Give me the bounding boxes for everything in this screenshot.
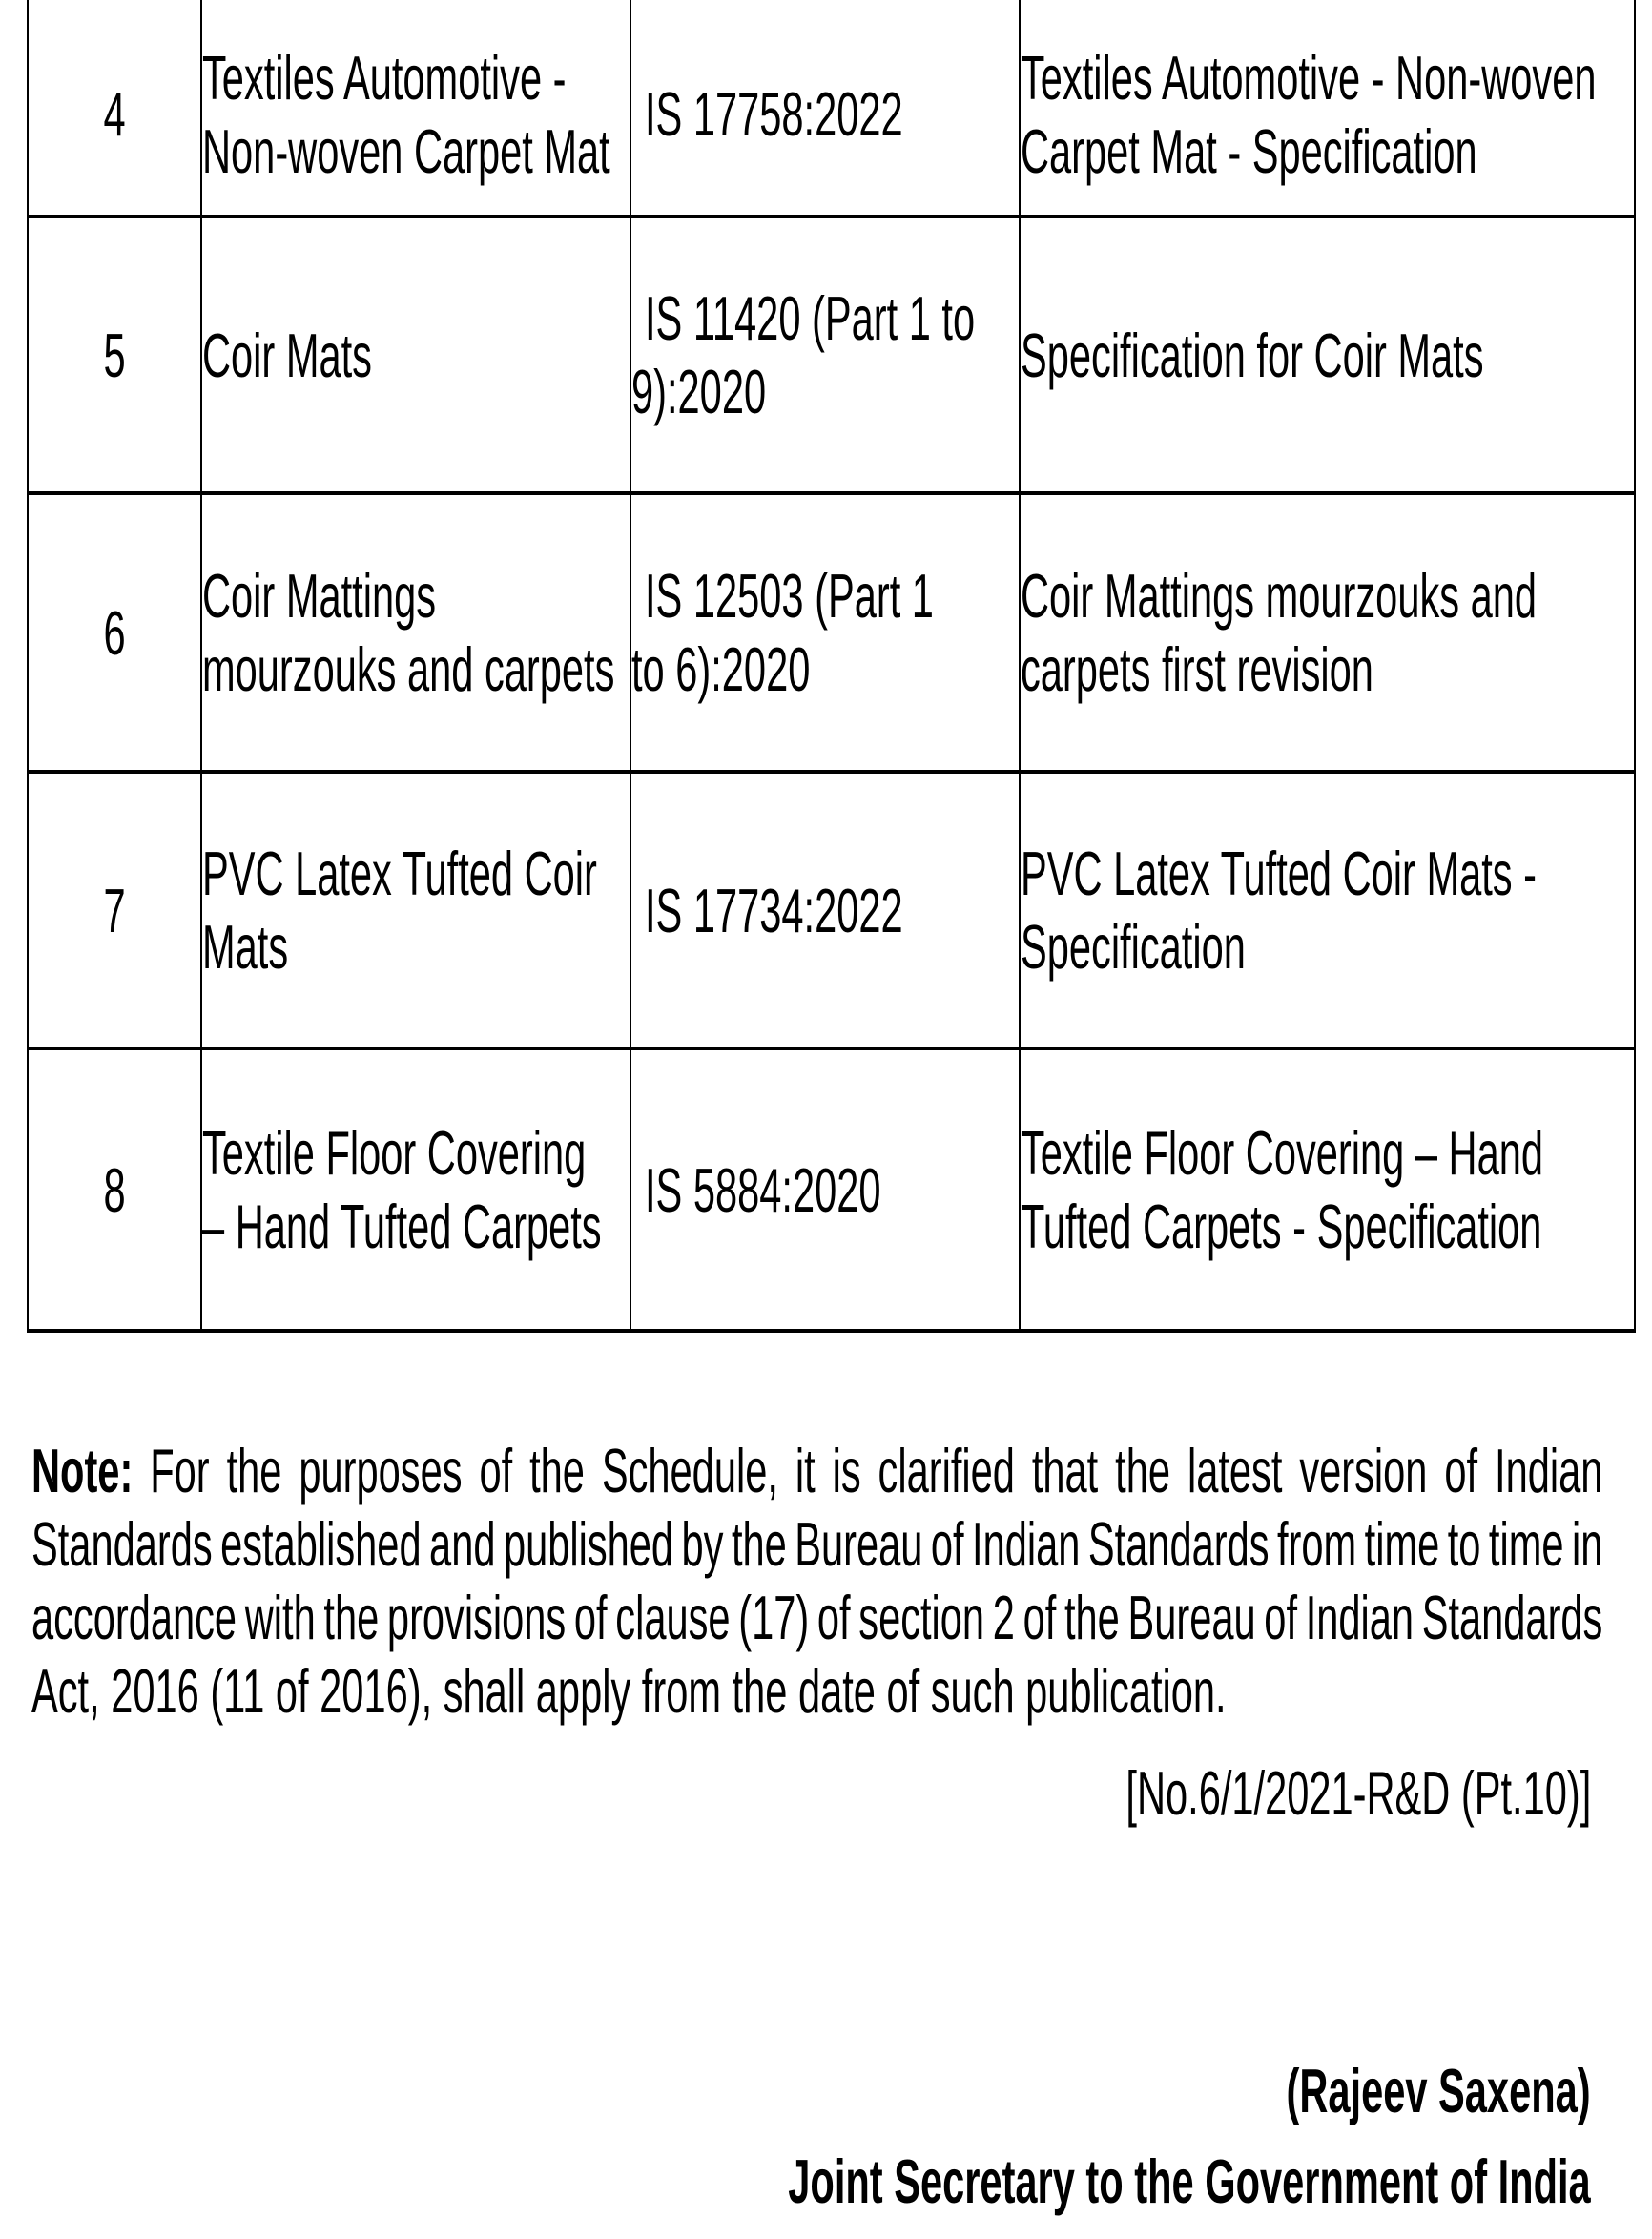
cell-line: Coir Mats — [202, 320, 372, 390]
serial-cell — [28, 493, 201, 772]
cell-line: Specification — [1021, 912, 1246, 982]
cell-line: Specification for Coir Mats — [1021, 320, 1484, 390]
cell-line: Textile Floor Covering – Hand — [1021, 1118, 1543, 1188]
cell-line: PVC Latex Tufted Coir — [202, 839, 597, 908]
note-text: accordance with the provisions of clause (17) of section 2 of the Bureau of Indian Standards — [31, 1583, 1603, 1652]
product-cell — [201, 1048, 630, 1331]
cell-line: 9):2020 — [631, 357, 767, 426]
serial-number: 5 — [103, 320, 126, 390]
cell-line: Textiles Automotive - Non-woven — [1021, 42, 1597, 113]
reference-number: [No.6/1/2021-R&D (Pt.10)] — [1125, 1758, 1591, 1828]
cell-line: IS 11420 (Part 1 to — [645, 283, 976, 353]
cell-line: – Hand Tufted Carpets — [202, 1192, 602, 1261]
cell-line: Carpet Mat - Specification — [1021, 115, 1477, 186]
serial-cell — [28, 217, 201, 493]
table-row — [28, 217, 1635, 493]
cell-line: carpets first revision — [1021, 634, 1373, 704]
cell-line: Textiles Automotive - — [202, 42, 567, 113]
title-cell — [1020, 772, 1635, 1048]
product-cell — [201, 217, 630, 493]
product-cell — [201, 0, 630, 217]
cell-line: Mats — [202, 912, 289, 982]
cell-line: IS 17758:2022 — [645, 79, 903, 149]
cell-line: Textile Floor Covering — [202, 1118, 587, 1188]
is-number-cell — [630, 217, 1020, 493]
serial-number: 8 — [103, 1154, 126, 1225]
serial-cell — [28, 1048, 201, 1331]
note-text: For the purposes of the Schedule, it is clarified that the latest version of Indian — [150, 1436, 1603, 1505]
note-line — [31, 1654, 1602, 1728]
note-text: Standards established and published by the Bureau of Indian Standards from time to time in — [31, 1509, 1603, 1579]
note-label: Note: — [31, 1436, 134, 1505]
note-paragraph — [31, 1434, 1602, 1728]
cell-line: Coir Mattings — [202, 561, 437, 631]
title-cell — [1020, 493, 1635, 772]
is-number-cell — [630, 772, 1020, 1048]
serial-cell — [28, 772, 201, 1048]
cell-line: IS 5884:2020 — [645, 1154, 881, 1225]
is-number-cell — [630, 0, 1020, 217]
cell-line: PVC Latex Tufted Coir Mats - — [1021, 839, 1538, 908]
signatory-designation: Joint Secretary to the Government of India — [788, 2146, 1591, 2216]
title-cell — [1020, 217, 1635, 493]
table-row — [28, 772, 1635, 1048]
note-line — [31, 1507, 1602, 1581]
title-cell — [1020, 1048, 1635, 1331]
cell-line: IS 12503 (Part 1 — [645, 561, 934, 631]
serial-number: 4 — [103, 79, 126, 149]
serial-number: 7 — [103, 875, 126, 945]
is-number-cell — [630, 493, 1020, 772]
cell-line: to 6):2020 — [631, 634, 811, 704]
note-line — [31, 1581, 1602, 1654]
table-row — [28, 1048, 1635, 1331]
title-cell — [1020, 0, 1635, 217]
serial-number: 6 — [103, 597, 126, 668]
product-cell — [201, 772, 630, 1048]
product-cell — [201, 493, 630, 772]
signatory-name: (Rajeev Saxena) — [1286, 2056, 1591, 2125]
cell-line: Coir Mattings mourzouks and — [1021, 561, 1538, 631]
serial-cell — [28, 0, 201, 217]
cell-line: IS 17734:2022 — [645, 875, 903, 945]
is-number-cell — [630, 1048, 1020, 1331]
cell-line: Tufted Carpets - Specification — [1021, 1192, 1542, 1261]
table-row — [28, 493, 1635, 772]
note-line — [31, 1434, 1602, 1507]
table-row — [28, 0, 1635, 217]
note-text: Act, 2016 (11 of 2016), shall apply from the date of such publication. — [31, 1656, 1227, 1726]
cell-line: mourzouks and carpets — [202, 634, 615, 704]
cell-line: Non-woven Carpet Mat — [202, 115, 610, 186]
standards-table — [27, 0, 1636, 1333]
